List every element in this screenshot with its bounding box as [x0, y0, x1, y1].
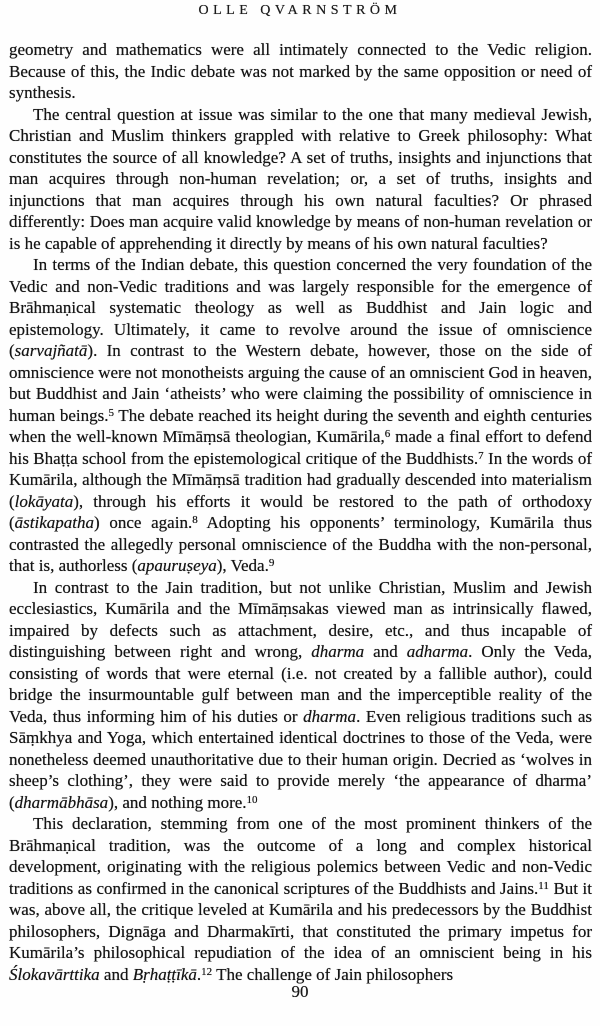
text-run: In the words of Kumārila, although the Mīmāṃsā tradition had gradually descended into materialism (	[9, 448, 592, 511]
text-run: and	[99, 964, 133, 984]
italic-term: dharma	[311, 642, 365, 661]
text-run: ). In contrast to the Western debate, however, those on the side of omniscience were not monotheists arguing the cause of an omniscient God in heaven, but Buddhist and Jain ‘atheists’ who were claiming the possibility of omniscience in human beings.	[9, 341, 592, 425]
footnote-reference: 9	[268, 557, 275, 570]
text-run: . Even religious traditions such as Sāṃkhya and Yoga, which entertained identical doctrines to those of the Veda, were nonetheless deemed unauthoritative due to their human origin. Decried as ‘wolves in sheep’s clothing’, they were said to provide merely ‘the appearance of dharma’ (	[9, 706, 592, 812]
italic-term: lokāyata	[14, 491, 74, 511]
paragraph	[9, 39, 592, 104]
paragraph	[9, 104, 592, 255]
footnote-reference: 11	[538, 879, 549, 892]
footnote-reference: 8	[192, 514, 198, 527]
text-run: made a final effort to defend his Bhaṭṭa school from the epistemological critique of the Buddhists.	[9, 427, 593, 468]
text-block	[9, 39, 592, 985]
text-run: ), through his efforts it would be restored to the path of orthodoxy (	[9, 491, 592, 532]
italic-term: āstikapatha	[14, 513, 95, 532]
page-number: 90	[291, 982, 309, 1001]
text-run: The challenge of Jain philosophers	[212, 964, 454, 984]
footnote-reference: 12	[201, 965, 213, 978]
italic-term: Ślokavārttika	[9, 964, 100, 984]
text-run: ), Veda.	[216, 556, 269, 575]
italic-term: apauruṣeya	[137, 556, 217, 575]
text-run: The debate reached its height during the seventh and eighth centuries when the well-known Mīmāṃsā theologian, Kumārila,	[9, 405, 593, 446]
text-run: ) once again.	[94, 513, 193, 532]
text-run: . Only the Veda, consisting of words that were eternal (i.e. not created by a fallible author), could bridge the insurmountable gulf between man and the imperceptible reality of the Veda, thus informing him of his duties or	[9, 642, 593, 726]
running-header: OLLE QVARNSTRÖM	[198, 3, 402, 18]
footnote-reference: 10	[246, 793, 258, 806]
text-run: In contrast to the Jain tradition, but not unlike Christian, Muslim and Jewish ecclesiastics, Kumārila and the Mīmāṃsakas viewed man as intrinsically flawed, impaired by defects such as attachment, desire, etc., and thus incapable of distinguishing between right and wrong,	[9, 577, 592, 661]
text-run: The central question at issue was similar to the one that many medieval Jewish, Christian and Muslim thinkers grappled with relative to Greek philosophy: What constitutes the source of all knowledge? A set of truths, insights and injunctions that man acquires through non-human revelation; or, a set of truths, insights and injunctions that man acquires through his own natural faculties? Or phrased differently: Does man acquire valid knowledge by means of non-human revelation or is he capable of apprehending it directly by means of his own natural faculties?	[9, 104, 592, 253]
text-run: ), and nothing more.	[108, 792, 247, 812]
footnote-reference: 6	[384, 428, 391, 441]
italic-term: dharma	[303, 706, 357, 726]
italic-term: sarvajñatā	[14, 341, 88, 360]
italic-term: adharma	[406, 642, 469, 661]
paragraph	[9, 254, 592, 577]
text-run: But it was, above all, the critique leveled at Kumārila and his predecessors by the Buddhist philosophers, Dignāga and Dharmakīrti, that constituted the primary impetus for Kumārila’s philosophical repudiation of the idea of an omniscient being in his	[9, 878, 593, 962]
text-run: Adopting his opponents’ terminology, Kumārila thus contrasted the allegedly personal omniscience of the Buddha with the non-personal, that is, authorless (	[9, 513, 592, 575]
footnote-reference: 5	[108, 406, 115, 419]
text-run: This declaration, stemming from one of the most prominent thinkers of the Brāhmaṇical tradition, was the outcome of a long and complex historical development, originating with the religious polemics between Vedic and non-Vedic traditions as confirmed in the canonical scriptures of the Buddhists and Jains.	[9, 814, 592, 898]
text-run: .	[196, 964, 202, 984]
text-run: In terms of the Indian debate, this question concerned the very foundation of the Vedic and non-Vedic traditions and was largely responsible for the emergence of Brāhmaṇical systematic theology as well as Buddhist and Jain logic and epistemology. Ultimately, it came to revolve around the issue of omniscience (	[9, 255, 592, 360]
italic-term: dharmābhāsa	[14, 792, 109, 812]
paragraph	[9, 813, 592, 985]
paragraph	[9, 577, 592, 814]
text-run: and	[364, 642, 407, 661]
footnote-reference: 7	[478, 449, 484, 462]
italic-term: Bṛhaṭṭīkā	[132, 964, 197, 984]
text-run: geometry and mathematics were all intimately connected to the Vedic religion. Because of this, the Indic debate was not marked by the same opposition or need of synthesis.	[9, 40, 592, 102]
